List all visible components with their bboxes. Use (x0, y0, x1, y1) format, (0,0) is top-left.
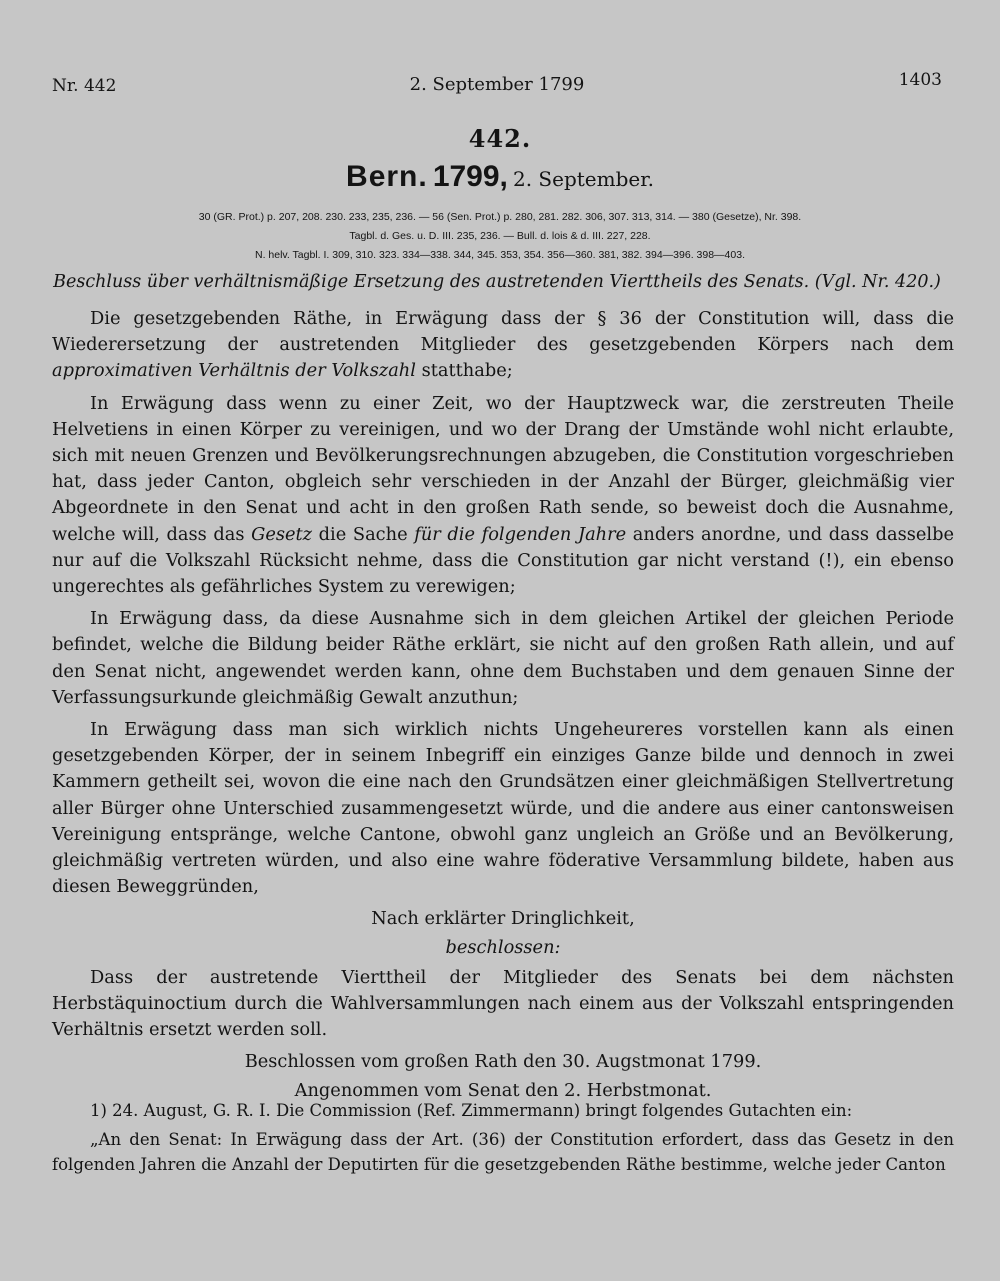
paragraph: In Erwägung dass, da diese Ausnahme sich in dem gleichen Artikel der gleichen Periode befindet, welche die Bildung beider Räthe erklärt, sie nicht auf den großen Rath allein, und auf den Senat nicht, angewendet werden kann, ohne dem Buchstaben und dem genauen Sinne der Verfassungsurkunde gleichmäßig Gewalt anzuthun; (52, 608, 954, 708)
note-paragraph: „An den Senat: In Erwägung dass der Art. (36) der Constitution erfordert, dass das Gesetz in den folgenden Jahren die Anzahl der Deputirten für die gesetzgebenden Räthe bestimme, welche jeder Canton (52, 1130, 954, 1174)
emphasis: für die folgenden Jahre (414, 523, 627, 545)
running-header (52, 70, 942, 100)
source-references (80, 208, 920, 265)
reference-line: N. helv. Tagbl. I. 309, 310. 323. 334—338. 344, 345. 353, 354. 356—360. 381, 382. 394—396. 398—403. (255, 249, 745, 261)
note-paragraph: 1) 24. August, G. R. I. Die Commission (Ref. Zimmermann) bringt folgendes Gutachten ein: (90, 1101, 853, 1120)
title-city: Bern. (346, 160, 428, 193)
resolved-line: beschlossen: (445, 936, 561, 958)
document-body (52, 306, 954, 1106)
footnotes (52, 1098, 954, 1181)
text: In Erwägung dass wenn zu einer Zeit, wo der Hauptzweck war, die zerstreuten Theile Helvetiens in einen Körper zu vereinigen, und wo der Drang der Umstände wohl nicht erlaubte, sich mit neuen Grenzen und Bevölkerungsrechnungen abzugeben, die Constitution vorgeschrieben hat, dass jeder Canton, obgleich sehr verschieden in der Anzahl der Bürger, gleichmäßig vier Abgeordnete in den Senat und acht in den großen Rath sende, so beweist doch die Ausnahme, welche will, dass das (52, 392, 954, 545)
signature-line: Angenommen vom Senat den 2. Herbstmonat. (294, 1079, 712, 1101)
header-page-number: 1403 (898, 70, 942, 90)
paragraph: In Erwägung dass man sich wirklich nichts Ungeheureres vorstellen kann als einen gesetzgebenden Körper, der in seinem Inbegriff ein einziges Ganze bilde und dennoch in zwei Kammern getheilt sei, wovon die eine nach den Grundsätzen einer gleichmäßigen Stellvertretung aller Bürger ohne Unterschied zusammengesetzt würde, und die andere aus einer cantonsweisen Vereinigung entspränge, welche Cantone, obwohl ganz ungleich an Größe und an Bevölkerung, gleichmäßig vertreten würden, und also eine wahre föderative Versammlung bildete, haben aus diesen Beweggründen, (52, 719, 954, 898)
text: Die gesetzgebenden Räthe, in Erwägung dass der § 36 der Constitution will, dass die Wiederersetzung der austretenden Mitglieder des gesetzgebenden Körpers nach dem (52, 308, 954, 356)
title-date: 2. September. (512, 167, 654, 191)
text: anders anordne, und dass dasselbe nur auf die Volkszahl Rücksicht nehme, dass die Constitution gar nicht verstand (!), ein ebenso ungerechtes als gefährliches System zu verewigen; (52, 523, 955, 598)
reference-line: Tagbl. d. Ges. u. D. III. 235, 236. — Bull. d. lois & d. III. 227, 228. (349, 230, 651, 242)
paragraph: Dass der austretende Vierttheil der Mitglieder des Senats bei dem nächsten Herbstäquinoctium durch die Wahlversammlungen nach einem aus der Volkszahl entspringenden Verhältnis ersetzt werden soll. (52, 966, 954, 1041)
reference-line: 30 (GR. Prot.) p. 207, 208. 230. 233, 235, 236. — 56 (Sen. Prot.) p. 280, 281. 282. 306, 307. 313, 314. — 380 (Gesetze), Nr. 398. (198, 211, 802, 223)
entry-number: 442. (468, 124, 532, 153)
signature-line: Beschlossen vom großen Rath den 30. Augstmonat 1799. (244, 1051, 762, 1073)
header-entry-number: Nr. 442 (52, 76, 117, 96)
entry-title (0, 160, 1000, 194)
text: statthabe; (415, 360, 513, 382)
text: die Sache (312, 523, 415, 545)
emphasis: approximativen Verhältnis der Volkszahl (52, 360, 416, 382)
paragraph (52, 306, 954, 385)
urgency-line: Nach erklärter Dringlichkeit, (371, 908, 635, 930)
title-year: 1799, (432, 160, 508, 193)
emphasis: Gesetz (251, 523, 313, 545)
paragraph (52, 391, 954, 601)
header-date: 2. September 1799 (409, 74, 585, 95)
entry-subject: Beschluss über verhältnismäßige Ersetzung des austretenden Vierttheils des Senats. (Vgl. Nr. 420.) (53, 272, 941, 292)
